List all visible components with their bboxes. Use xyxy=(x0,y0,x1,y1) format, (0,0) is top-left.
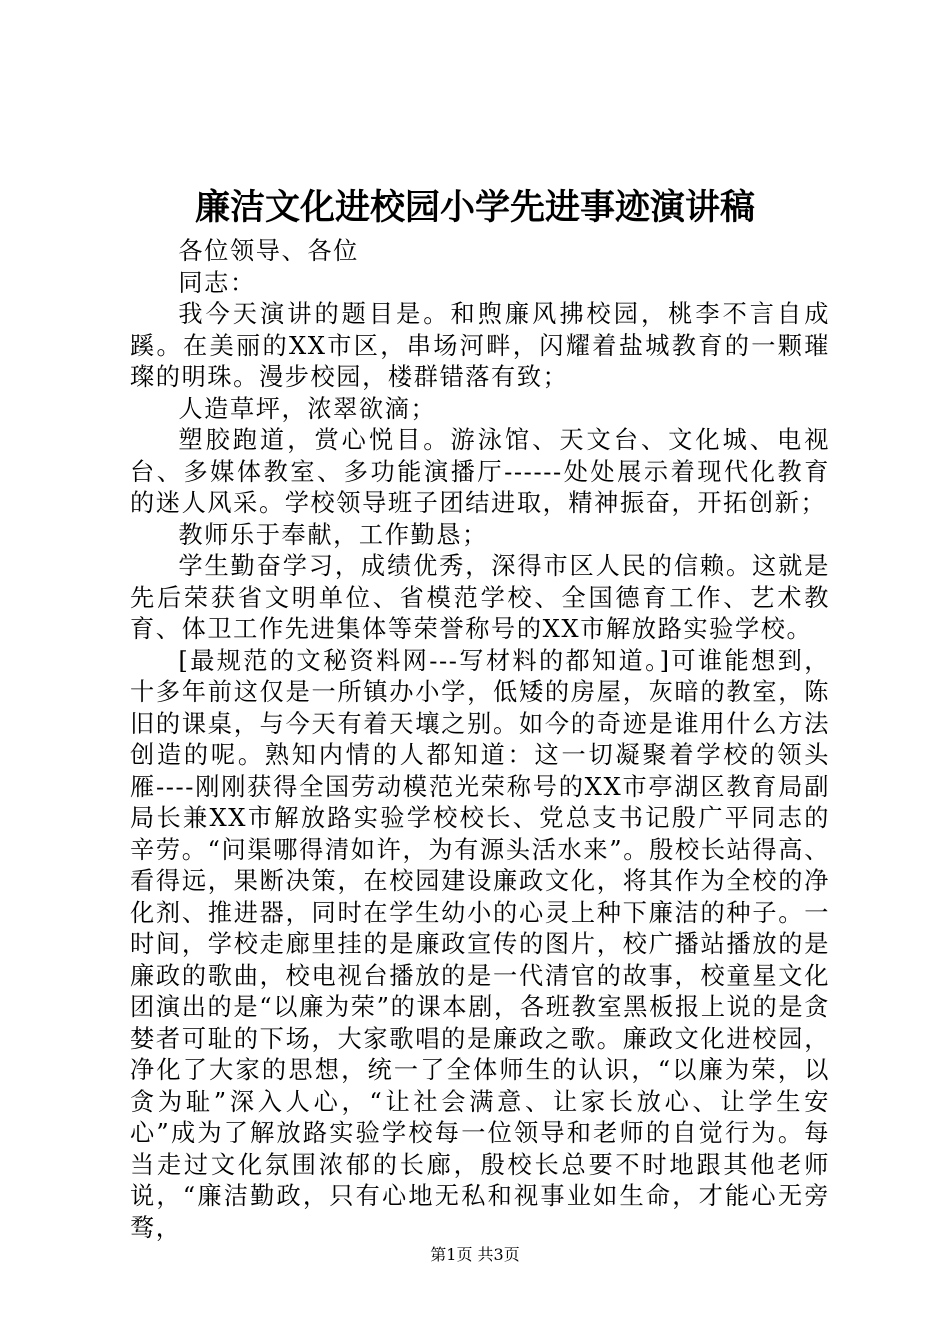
paragraph-greeting-2: 同志： xyxy=(178,268,256,297)
document-body xyxy=(130,236,830,1244)
paragraph-facilities: 塑胶跑道，赏心悦目。游泳馆、天文台、文化城、电视台、多媒体教室、多功能演播厅------处处展示着现代化教育的迷人风采。学校领导班子团结进取，精神振奋，开拓创新； xyxy=(130,426,830,517)
page-number-footer: 第1页 共3页 xyxy=(430,1245,520,1264)
paragraph-history: [最规范的文秘资料网---写材料的都知道。]可谁能想到，十多年前这仅是一所镇办小学，低矮的房屋，灰暗的教室，陈旧的课桌，与今天有着天壤之别。如今的奇迹是谁用什么方法创造的呢。熟知内情的人都知道：这一切凝聚着学校的领头雁----刚刚获得全国劳动模范光荣称号的XX市亭湖区教育局副局长兼XX市解放路实验学校校长、党总支书记殷广平同志的辛劳。“问渠哪得清如许，为有源头活水来”。殷校长站得高、看得远，果断决策，在校园建设廉政文化，将其作为全校的净化剂、推进器，同时在学生幼小的心灵上种下廉洁的种子。一时间，学校走廊里挂的是廉政宣传的图片，校广播站播放的是廉政的歌曲，校电视台播放的是一代清官的故事，校童星文化团演出的是“以廉为荣”的课本剧，各班教室黑板报上说的是贪婪者可耻的下场，大家歌唱的是廉政之歌。廉政文化进校园，净化了大家的思想，统一了全体师生的认识，“以廉为荣，以贪为耻”深入人心，“让社会满意、让家长放心、让学生安心”成为了解放路实验学校每一位领导和老师的自觉行为。每当走过文化氛围浓郁的长廊，殷校长总要不时地跟其他老师说，“廉洁勤政，只有心地无私和视事业如生命，才能心无旁骛， xyxy=(130,646,830,1242)
paragraph-lawn: 人造草坪，浓翠欲滴； xyxy=(178,394,437,423)
document-title: 廉洁文化进校园小学先进事迹演讲稿 xyxy=(194,187,755,228)
paragraph-teachers: 教师乐于奉献，工作勤恳； xyxy=(178,520,488,549)
paragraph-students: 学生勤奋学习，成绩优秀，深得市区人民的信赖。这就是先后荣获省文明单位、省模范学校、全国德育工作、艺术教育、体卫工作先进集体等荣誉称号的XX市解放路实验学校。 xyxy=(130,552,830,643)
paragraph-greeting-1: 各位领导、各位 xyxy=(178,237,359,265)
paragraph-intro: 我今天演讲的题目是。和煦廉风拂校园，桃李不言自成蹊。在美丽的XX市区，串场河畔，闪耀着盐城教育的一颗璀璨的明珠。漫步校园，楼群错落有致； xyxy=(130,300,830,391)
